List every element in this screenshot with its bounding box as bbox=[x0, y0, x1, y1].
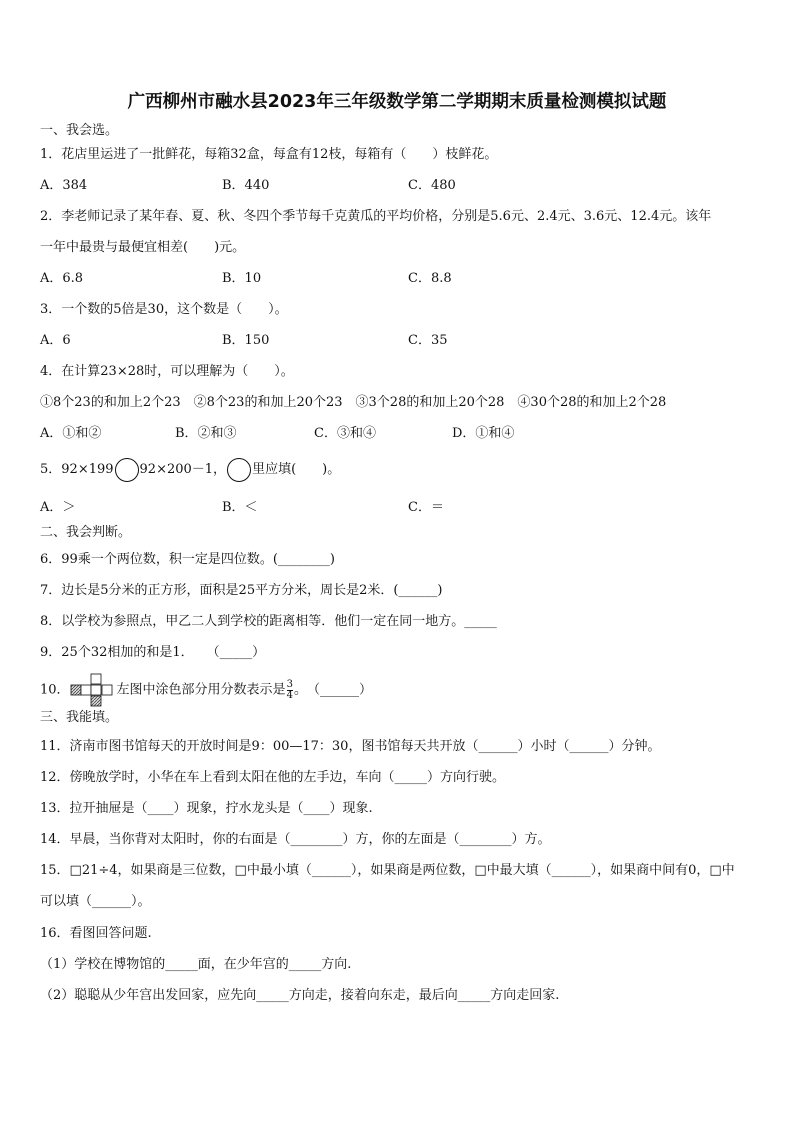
fraction bbox=[287, 680, 293, 701]
q2-option-b: B．10 bbox=[222, 271, 262, 286]
question-14: 14．早晨，当你背对太阳时，你的右面是（________）方，你的左面是（________）方。 bbox=[40, 832, 551, 847]
fraction-denominator: 4 bbox=[286, 689, 293, 701]
fraction-numerator: 3 bbox=[286, 678, 293, 690]
q3-option-a: A．6 bbox=[40, 333, 71, 348]
q1-option-b: B．440 bbox=[222, 178, 270, 193]
question-2-line-1: 2．李老师记录了某年春、夏、秋、冬四个季节每千克黄瓜的平均价格，分别是5.6元、2.4元、3.6元、12.4元。该年 bbox=[40, 209, 712, 224]
question-3: 3．一个数的5倍是30，这个数是（ ）。 bbox=[40, 302, 288, 317]
q2-option-c: C．8.8 bbox=[408, 271, 452, 286]
question-8: 8．以学校为参照点，甲乙二人到学校的距离相等．他们一定在同一地方。_____ bbox=[40, 614, 497, 629]
q5-part-1: 5．92×199 bbox=[40, 462, 114, 477]
q4-option-c: C．③和④ bbox=[314, 426, 376, 441]
q3-option-b: B．150 bbox=[222, 333, 270, 348]
section-heading-2: 二、我会判断。 bbox=[40, 525, 132, 540]
q2-option-a: A．6.8 bbox=[40, 271, 84, 286]
q10-number: 10． bbox=[40, 682, 70, 698]
question-13: 13．拉开抽屉是（____）现象，拧水龙头是（____）现象. bbox=[40, 801, 373, 816]
q5-option-a: A．＞ bbox=[40, 500, 76, 515]
q4-option-a: A．①和② bbox=[40, 426, 102, 441]
question-9: 9．25个32相加的和是1． （_____） bbox=[40, 645, 266, 660]
question-2-line-2: 一年中最贵与最便宜相差( )元。 bbox=[40, 240, 246, 255]
q5-option-c: C．＝ bbox=[408, 500, 444, 515]
q5-option-b: B．＜ bbox=[222, 500, 258, 515]
question-10 bbox=[40, 673, 372, 707]
question-16: 16．看图回答问题. bbox=[40, 926, 152, 941]
q10-text: 左图中涂色部分用分数表示是 bbox=[116, 682, 286, 698]
q1-option-a: A．384 bbox=[40, 178, 88, 193]
q10-tail: 。 （______） bbox=[293, 682, 372, 698]
question-16-sub-2: （2）聪聪从少年宫出发回家，应先向_____方向走，接着向东走，最后向_____方向走回家. bbox=[40, 988, 560, 1003]
q5-part-3: 里应填( )。 bbox=[252, 462, 341, 477]
question-7: 7．边长是5分米的正方形，面积是25平方分米，周长是2米．(______) bbox=[40, 583, 443, 598]
question-1: 1．花店里运进了一批鲜花，每箱32盒，每盒有12枝，每箱有（ ）枝鲜花。 bbox=[40, 147, 498, 162]
section-heading-1: 一、我会选。 bbox=[40, 123, 119, 138]
q4-option-b: B．②和③ bbox=[175, 426, 237, 441]
q5-part-2: 92×200－1， bbox=[139, 462, 227, 477]
question-5 bbox=[40, 457, 340, 483]
question-4: 4．在计算23×28时，可以理解为（ ）。 bbox=[40, 364, 294, 379]
blank-circle-icon bbox=[115, 458, 139, 482]
page-title: 广西柳州市融水县2023年三年级数学第二学期期末质量检测模拟试题 bbox=[127, 92, 667, 112]
blank-circle-icon bbox=[227, 458, 251, 482]
question-15-line-1: 15．□21÷4，如果商是三位数，□中最小填（______），如果商是两位数，□中最大填（______），如果商中间有0，□中 bbox=[40, 863, 735, 878]
q3-option-c: C．35 bbox=[408, 333, 448, 348]
q4-option-d: D．①和④ bbox=[452, 426, 515, 441]
question-6: 6．99乘一个两位数，积一定是四位数。(________) bbox=[40, 552, 335, 567]
question-15-line-2: 可以填（______）。 bbox=[40, 894, 151, 909]
question-11: 11．济南市图书馆每天的开放时间是9：00—17：30，图书馆每天共开放（______）小时（______）分钟。 bbox=[40, 739, 661, 754]
question-12: 12．傍晚放学时，小华在车上看到太阳在他的左手边，车向（_____）方向行驶。 bbox=[40, 770, 506, 785]
q1-option-c: C．480 bbox=[408, 178, 456, 193]
question-16-sub-1: （1）学校在博物馆的_____面，在少年宫的_____方向. bbox=[40, 957, 352, 972]
q4-choices: ①8个23的和加上2个23 ②8个23的和加上20个23 ③3个28的和加上20个28 ④30个28的和加上2个28 bbox=[40, 395, 667, 410]
shaded-grid-figure-icon bbox=[70, 673, 114, 707]
section-heading-3: 三、我能填。 bbox=[40, 710, 119, 725]
